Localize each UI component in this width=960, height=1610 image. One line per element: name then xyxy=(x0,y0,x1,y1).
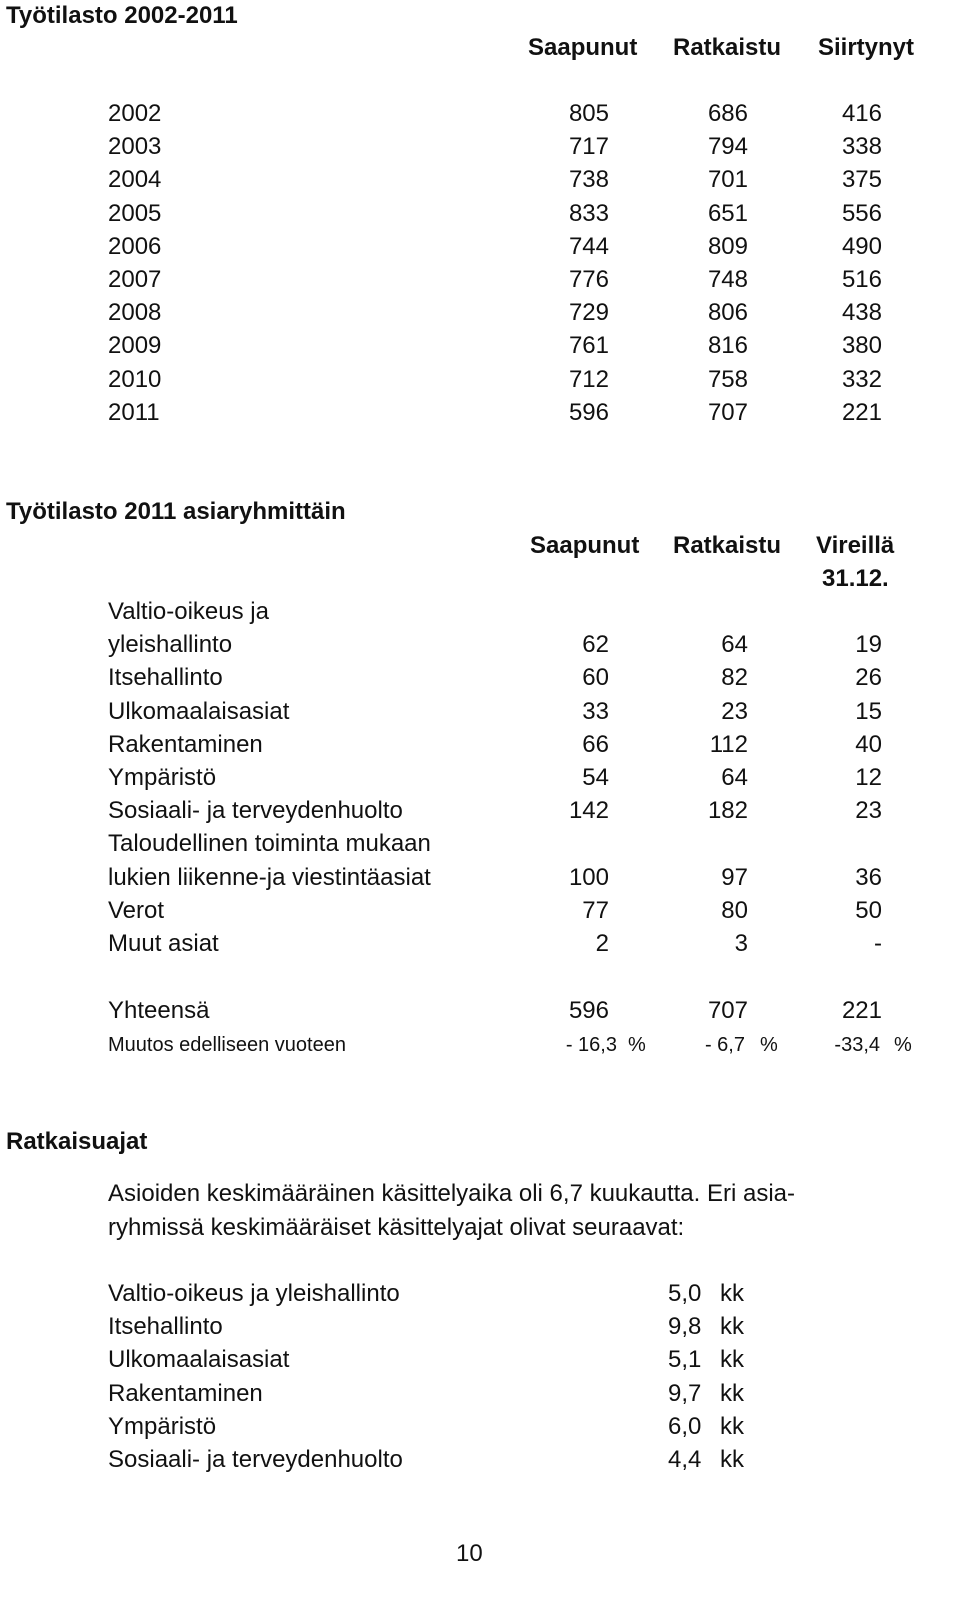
s2-value-saapunut: 2 xyxy=(595,930,609,957)
s2-value-vireilla: - xyxy=(874,930,882,957)
s3-row-value: 9,7 xyxy=(668,1379,702,1407)
s2-value-ratkaistu: 23 xyxy=(721,697,748,725)
s1-year: 2006 xyxy=(108,232,162,260)
s3-row-label: Itsehallinto xyxy=(108,1313,223,1341)
s2-value-saapunut: 62 xyxy=(582,631,609,659)
s3-row-label: Sosiaali- ja terveydenhuolto xyxy=(108,1446,403,1473)
s2-change-vireilla: -33,4 xyxy=(834,1034,880,1056)
s3-row-unit: kk xyxy=(720,1379,744,1407)
s2-value-saapunut: 54 xyxy=(582,764,609,791)
s2-value-vireilla: 23 xyxy=(855,797,882,825)
s3-row-label: Valtio-oikeus ja yleishallinto xyxy=(108,1280,400,1307)
s1-value-saapunut: 712 xyxy=(568,365,609,393)
s2-change-vireilla-unit: % xyxy=(894,1034,912,1056)
s1-value-saapunut: 738 xyxy=(568,166,609,194)
s2-value-saapunut: 142 xyxy=(568,797,609,825)
s2-row-label: Sosiaali- ja terveydenhuolto xyxy=(108,797,403,825)
s2-row-label: Muut asiat xyxy=(108,930,219,957)
s1-value-siirtynyt: 332 xyxy=(841,365,882,393)
s1-value-ratkaistu: 651 xyxy=(707,199,748,227)
s2-value-saapunut: 60 xyxy=(582,664,609,692)
s1-value-saapunut: 596 xyxy=(568,398,609,426)
s1-year: 2009 xyxy=(108,332,162,360)
s2-change-saapunut-unit: % xyxy=(628,1034,646,1056)
s1-value-saapunut: 729 xyxy=(568,299,609,327)
s3-row-label: Rakentaminen xyxy=(108,1379,263,1407)
s3-paragraph-line-1: Asioiden keskimääräinen käsittelyaika oli 6,7 kuukautta. Eri asia- xyxy=(108,1180,796,1207)
s3-row-unit: kk xyxy=(720,1346,744,1374)
s2-value-vireilla: 12 xyxy=(855,764,882,791)
s2-value-vireilla: 40 xyxy=(855,730,882,758)
s1-header-siirtynyt: Siirtynyt xyxy=(818,34,915,61)
s2-header-vireilla-date: 31.12. xyxy=(822,565,889,592)
s1-value-siirtynyt: 221 xyxy=(841,398,882,426)
s2-row-label: Itsehallinto xyxy=(108,664,223,692)
s2-row-label: Ympäristö xyxy=(108,764,217,791)
s1-value-siirtynyt: 375 xyxy=(841,166,882,194)
s1-year: 2003 xyxy=(108,133,162,161)
s2-value-ratkaistu: 64 xyxy=(721,631,748,659)
s1-value-siirtynyt: 438 xyxy=(841,299,882,327)
s2-change-label: Muutos edelliseen vuoteen xyxy=(108,1034,346,1056)
s2-value-vireilla: 15 xyxy=(855,697,882,725)
s1-value-saapunut: 776 xyxy=(568,266,609,293)
s2-change-ratkaistu: - 6,7 xyxy=(704,1034,745,1056)
s2-value-ratkaistu: 80 xyxy=(721,896,748,924)
s3-row-value: 5,0 xyxy=(668,1280,702,1307)
s1-value-siirtynyt: 490 xyxy=(841,232,882,260)
s3-row-unit: kk xyxy=(720,1313,744,1341)
page-number: 10 xyxy=(456,1540,483,1567)
s2-row-label: Rakentaminen xyxy=(108,730,263,758)
s1-year: 2004 xyxy=(108,166,162,194)
s2-total-vireilla: 221 xyxy=(841,997,882,1024)
s2-value-ratkaistu: 64 xyxy=(721,764,748,791)
s3-paragraph-line-2: ryhmissä keskimääräiset käsittelyajat olivat seuraavat: xyxy=(108,1214,685,1241)
s2-row-label: Taloudellinen toiminta mukaan xyxy=(108,830,431,858)
s2-value-saapunut: 33 xyxy=(582,697,609,725)
s3-row-unit: kk xyxy=(720,1412,744,1440)
s1-value-ratkaistu: 806 xyxy=(707,299,748,327)
s2-value-vireilla: 19 xyxy=(855,631,882,659)
s2-row-label: Ulkomaalaisasiat xyxy=(108,697,290,725)
s2-value-saapunut: 66 xyxy=(582,730,609,758)
s3-row-value: 4,4 xyxy=(668,1446,702,1473)
s2-value-vireilla: 36 xyxy=(855,863,882,891)
s1-value-siirtynyt: 380 xyxy=(841,332,882,360)
s1-value-ratkaistu: 686 xyxy=(707,100,748,127)
s2-value-vireilla: 26 xyxy=(855,664,882,692)
s1-value-siirtynyt: 556 xyxy=(841,199,882,227)
s1-value-ratkaistu: 748 xyxy=(707,266,748,293)
s1-value-saapunut: 761 xyxy=(568,332,609,360)
s2-row-label: yleishallinto xyxy=(108,631,233,659)
s3-row-label: Ulkomaalaisasiat xyxy=(108,1346,290,1374)
s2-value-saapunut: 77 xyxy=(582,896,609,924)
s1-value-ratkaistu: 794 xyxy=(707,133,748,161)
s2-value-ratkaistu: 112 xyxy=(709,730,748,758)
s2-header-saapunut: Saapunut xyxy=(530,532,640,559)
s1-header-saapunut: Saapunut xyxy=(528,34,638,61)
s2-total-saapunut: 596 xyxy=(568,997,609,1024)
s1-value-siirtynyt: 338 xyxy=(841,133,882,161)
s3-row-label: Ympäristö xyxy=(108,1412,217,1440)
s1-value-ratkaistu: 809 xyxy=(707,232,748,260)
s3-row-value: 9,8 xyxy=(668,1313,702,1341)
s3-row-value: 5,1 xyxy=(668,1346,702,1374)
s1-value-saapunut: 717 xyxy=(568,133,609,161)
s1-value-ratkaistu: 758 xyxy=(707,365,748,393)
section3-title: Ratkaisuajat xyxy=(6,1128,148,1155)
s3-row-value: 6,0 xyxy=(668,1412,702,1440)
s1-year: 2007 xyxy=(108,266,162,293)
s2-change-ratkaistu-unit: % xyxy=(760,1034,778,1056)
s2-header-ratkaistu: Ratkaistu xyxy=(673,532,782,559)
s1-value-siirtynyt: 416 xyxy=(841,100,882,127)
s2-row-label: Valtio-oikeus ja xyxy=(108,598,269,625)
s3-row-unit: kk xyxy=(720,1280,744,1307)
s2-header-vireilla: Vireillä xyxy=(816,532,895,559)
s1-year: 2008 xyxy=(108,299,162,327)
s1-value-saapunut: 744 xyxy=(568,232,609,260)
s1-year: 2005 xyxy=(108,199,162,227)
s2-value-saapunut: 100 xyxy=(568,863,609,891)
s2-total-label: Yhteensä xyxy=(108,997,210,1024)
s3-row-unit: kk xyxy=(720,1446,744,1473)
section2-title: Työtilasto 2011 asiaryhmittäin xyxy=(6,498,346,525)
s1-value-ratkaistu: 701 xyxy=(707,166,748,194)
section1-title: Työtilasto 2002-2011 xyxy=(6,2,238,29)
s1-value-saapunut: 833 xyxy=(568,199,609,227)
s1-value-saapunut: 805 xyxy=(568,100,609,127)
s1-year: 2011 xyxy=(108,398,160,426)
s2-row-label: Verot xyxy=(108,896,165,924)
s2-change-saapunut: - 16,3 xyxy=(565,1034,617,1056)
s1-value-siirtynyt: 516 xyxy=(841,266,882,293)
s2-value-ratkaistu: 82 xyxy=(721,664,748,692)
s1-value-ratkaistu: 816 xyxy=(707,332,748,360)
s1-year: 2002 xyxy=(108,100,162,127)
s1-value-ratkaistu: 707 xyxy=(707,398,748,426)
s2-row-label: lukien liikenne-ja viestintäasiat xyxy=(108,863,431,891)
s1-header-ratkaistu: Ratkaistu xyxy=(673,34,782,61)
s2-total-ratkaistu: 707 xyxy=(707,997,748,1024)
s2-value-ratkaistu: 3 xyxy=(734,930,748,957)
s2-value-ratkaistu: 182 xyxy=(707,797,748,825)
s2-value-vireilla: 50 xyxy=(855,896,882,924)
s1-year: 2010 xyxy=(108,365,162,393)
s2-value-ratkaistu: 97 xyxy=(721,863,748,891)
